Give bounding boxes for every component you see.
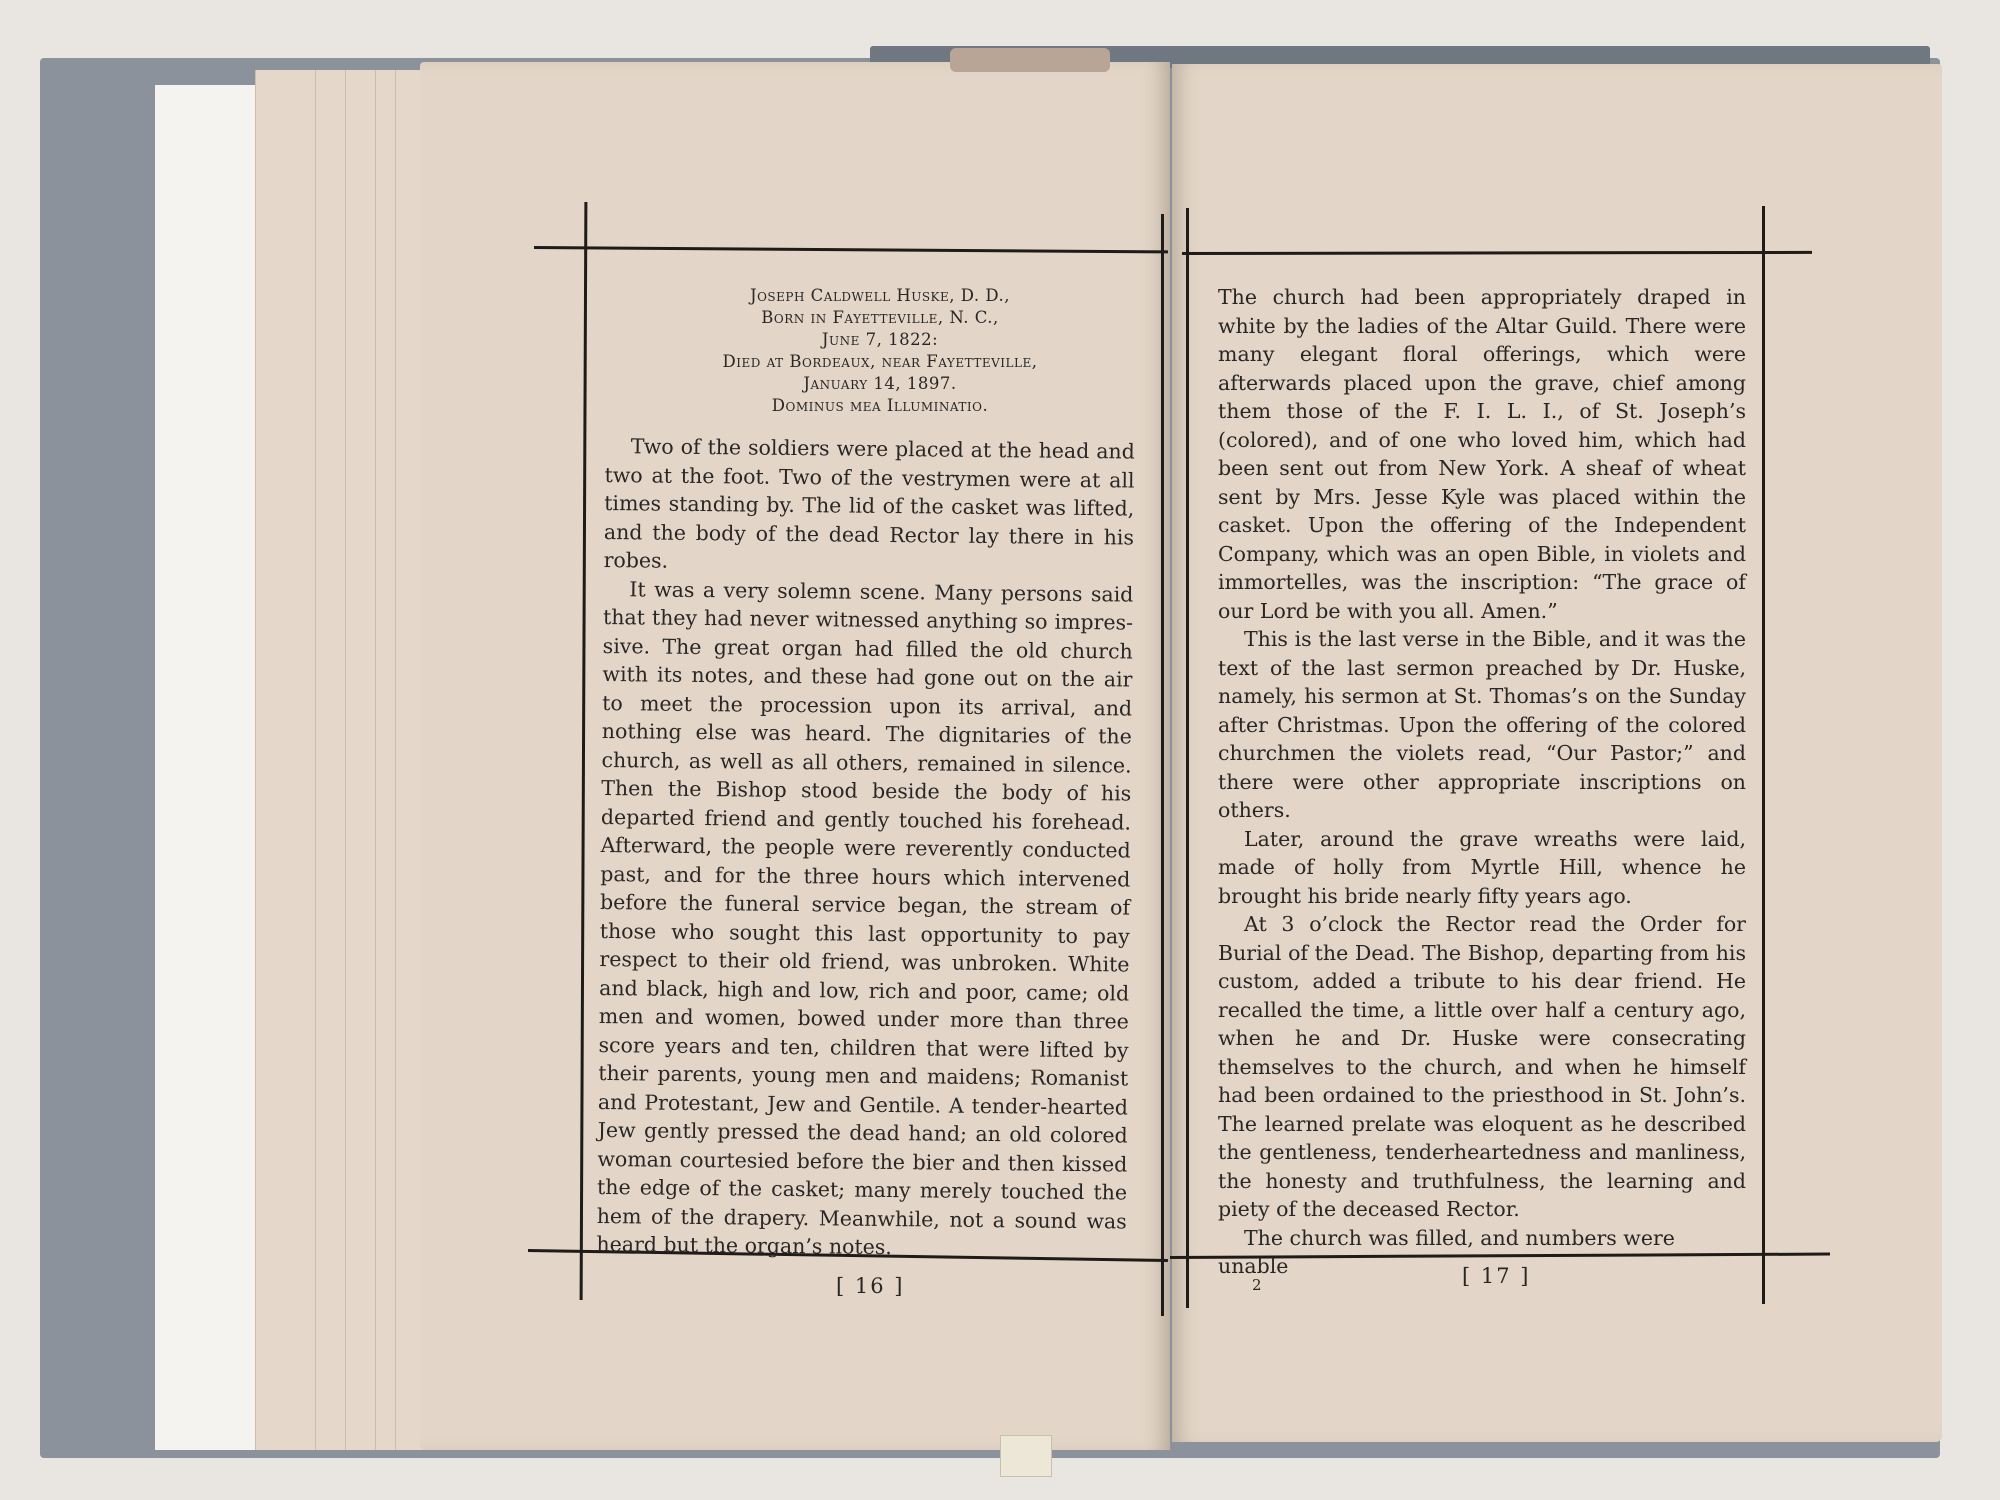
signature-mark: 2 [1252,1276,1262,1294]
right-page-text [1218,283,1746,1281]
memorial-heading [600,285,1160,417]
left-page-text [596,432,1135,1264]
paragraph: Later, around the grave wreaths were laid, made of holly from Myrtle Hill, whence he brought his bride nearly fifty years ago. [1218,826,1746,908]
frame-rule-right-inner [1186,208,1189,1308]
paragraph: The church was filled, and numbers were unable [1218,1225,1675,1278]
paragraph: Two of the soldiers were placed at the head and two at the foot. Two of the vestrymen were at all times standing by. The lid of the casket was lifted, and the body of the dead Rector lay there in his robes. [603,434,1135,573]
heading-line: Dominus mea Illuminatio. [771,396,989,415]
heading-line: January 14, 1897. [803,374,957,393]
bookmark-ribbon [1000,1435,1052,1477]
heading-line: Joseph Caldwell Huske, D. D., [749,286,1011,305]
heading-line: Died at Bordeaux, near Fayetteville, [722,352,1038,371]
paragraph: The church had been appropriately draped in white by the ladies of the Altar Guild. There were many elegant floral offerings, which were afterwards placed upon the grave, chief among them those of the F. I. L. I., of St. Joseph’s (colored), and of one who loved him, which had been sent out from New York. A sheaf of wheat sent by Mrs. Jesse Kyle was placed within the casket. Upon the offering of the Independent Company, which was an open Bible, in violets and immortelles, was the inscription: “The grace of our Lord be with you all. Amen.” [1218,285,1746,623]
paragraph: At 3 o’clock the Rector read the Order for Burial of the Dead. The Bishop, departing from his custom, added a tribute to his dear friend. He recalled the time, a little over half a century ago, when he and Dr. Huske were consecrating themselves to the church, and when he himself had been ordained to the priesthood in St. John’s. The learned prelate was eloquent as he described the gentleness, tenderheartedness and manliness, the honesty and truthfulness, the learning and piety of the deceased Rector. [1218,912,1746,1221]
heading-line: Born in Fayetteville, N. C., [761,308,999,327]
paragraph: It was a very solemn scene. Many persons said that they had never witnessed anything so impressive. The great organ had filled the old church with its notes, and these had gone out on the air to meet the procession upon its arrival, and nothing else was heard. The dignitaries of the church, as well as all others, remained in silence. Then the Bishop stood beside the body of his departed friend and gently touched his forehead. Afterward, the people were reverently conducted past, and for the three hours which intervened before the funeral service began, the stream of those who sought this last opportunity to pay respect to their old friend, was unbroken. White and black, high and low, rich and poor, came; old men and women, bowed under more than three score years and ten, children that were lifted by their parents, young men and maidens; Romanist and Protestant, Jew and Gentile. A tender-hearted Jew gently pressed the dead hand; an old colored woman courtesied before the bier and then kissed the edge of the casket; many merely touched the hem of the drapery. Meanwhile, not a sound was heard but the organ’s notes. [596,576,1134,1260]
page-number-left: [ 16 ] [836,1274,905,1298]
frame-rule-left-inner [1161,214,1164,1316]
frame-rule-right-outer [1762,206,1765,1304]
heading-line: June 7, 1822: [821,330,939,349]
binding-thread [950,48,1110,72]
page-number-right: [ 17 ] [1462,1264,1531,1288]
paragraph: This is the last verse in the Bible, and it was the text of the last sermon preached by Dr. Huske, namely, his sermon at St. Thomas’s on the Sunday after Christmas. Upon the offering of the colored churchmen the violets read, “Our Pastor;” and there were other appropriate inscriptions on others. [1218,627,1746,822]
